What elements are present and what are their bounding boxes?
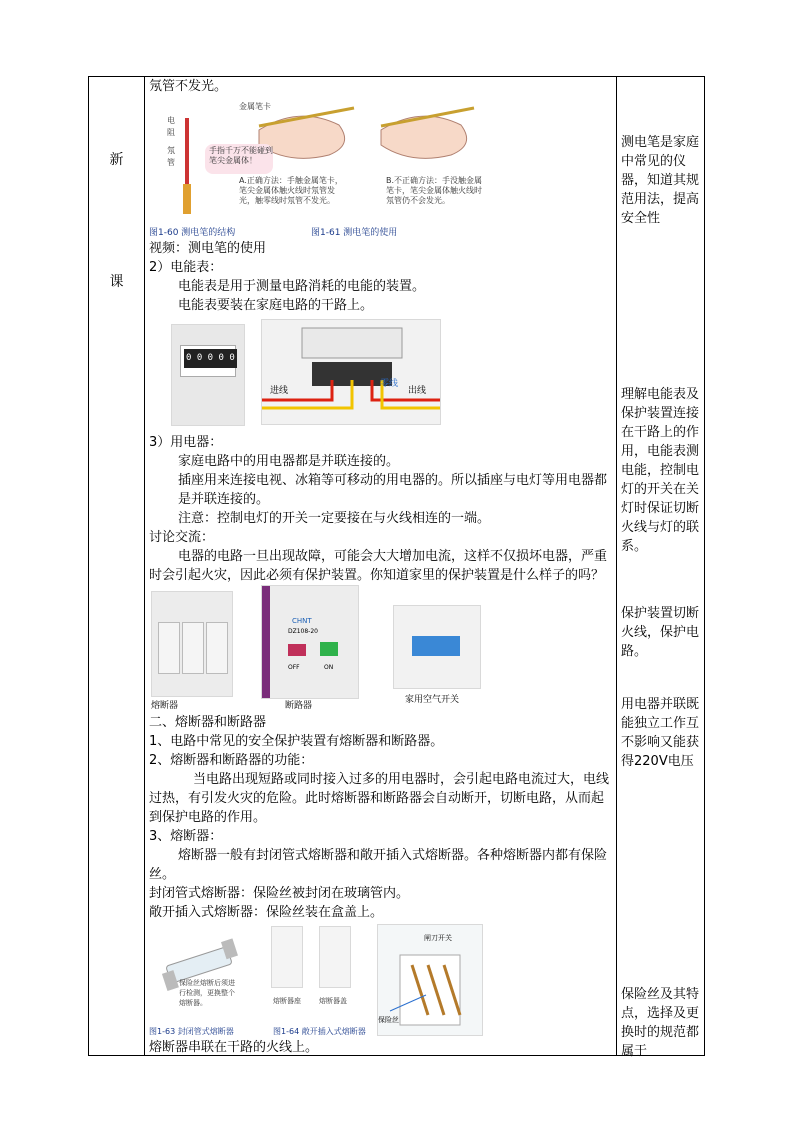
meter-wiring-photo: [261, 319, 441, 425]
column-divider: [144, 77, 145, 1055]
pen-label-resistor2: 阻: [167, 128, 175, 137]
test-pen-illustration: [149, 96, 479, 239]
text-paragraph: 插座用来连接电视、冰箱等可移动的用电器的。所以插座与电灯等用电器都是并联连接的。: [178, 473, 608, 507]
text-paragraph: 熔断器一般有封闭管式熔断器和敞开插入式熔断器。各种熔断器内都有保险丝。: [149, 848, 608, 882]
fuse-lid-photo: [319, 926, 351, 988]
fuse-wire-label: 保险丝: [378, 1016, 399, 1024]
fig-caption-60: 图1-60 测电笔的结构: [149, 228, 236, 238]
note-protection: 保护装置切断火线，保护电路。: [621, 606, 700, 659]
fuse-types-figure: [149, 922, 613, 1038]
text-paragraph: 电器的电路一旦出现故障，可能会大大增加电流，这样不仅损坏电器，严重时会引起火灾，因此必须有保护装置。你知道家里的保护装置是什么样子的吗？: [149, 549, 608, 583]
air-switch-photo: [393, 605, 481, 689]
knife-switch-photo: [377, 924, 483, 1036]
pen-label-neon: 氖: [167, 146, 175, 155]
main-content: [149, 77, 613, 1057]
text-line: 熔断器串联在干路的火线上。: [149, 1040, 319, 1055]
note-parallel: 用电器并联既能独立工作互不影响又能获得220V电压: [621, 697, 700, 769]
text-line: 2、熔断器和断路器的功能：: [149, 753, 314, 768]
text-line: 注意：控制电灯的开关一定要接在与火线相连的一端。: [178, 511, 491, 526]
off-label: OFF: [288, 664, 300, 671]
breaker-photo: [261, 585, 359, 699]
warning-text: 手指千万不能碰到笔尖金属体！: [209, 146, 273, 165]
tube-fuse-note: 保险丝熔断后须进行检测，更换整个熔断器。: [179, 979, 235, 1007]
note-fuse-wire: 保险丝及其特点，选择及更换时的规范都属于: [621, 987, 700, 1059]
heading-discuss: 讨论交流：: [149, 530, 215, 545]
metal-cap-label: 金属笔卡: [239, 102, 271, 111]
meter-digits: 0 0 0 0 0: [184, 349, 237, 368]
text-line: 电能表要装在家庭电路的干路上。: [178, 298, 374, 313]
pen-grip-shape: [183, 184, 191, 214]
fuse-base-label: 熔断器座: [273, 997, 301, 1005]
model-label: DZ108-20: [288, 628, 318, 635]
note-meter: 理解电能表及保护装置连接在干路上的作用，电能表测电能，控制电灯的开关在关灯时保证切断火线与灯的联系。: [621, 387, 700, 554]
incorrect-method-text: B.不正确方法：手没触金属笔卡，笔尖金属体触火线时氖管仍不会发光。: [386, 176, 483, 205]
fuse-photo: [151, 591, 233, 697]
stage-char-new: 新: [109, 152, 124, 168]
text-line: 3、熔断器：: [149, 829, 223, 844]
text-line: 封闭管式熔断器：保险丝被封闭在玻璃管内。: [149, 886, 410, 901]
in-wire-label: 进线: [270, 386, 289, 396]
text-line: 1、电路中常见的安全保护装置有熔断器和断路器。: [149, 734, 444, 749]
fuse-lid-label: 熔断器盖: [319, 997, 347, 1005]
out-wire-label: 出线: [408, 386, 427, 396]
correct-method-text: A.正确方法：手触金属笔卡，笔尖金属体触火线时氖管发光，触零线时氖管不发光。: [239, 176, 343, 205]
text-line: 敞开插入式熔断器：保险丝装在盒盖上。: [149, 905, 384, 920]
heading-meter: 2）电能表：: [149, 260, 223, 275]
pen-label-neon2: 管: [167, 158, 175, 167]
meter-figure: [149, 319, 613, 433]
breaker-label: 断路器: [285, 701, 313, 711]
air-switch-label: 家用空气开关: [405, 695, 460, 705]
text-line: 氖管不发光。: [149, 79, 228, 94]
note-test-pen: 测电笔是家庭中常见的仪器，知道其规范用法，提高安全性: [621, 135, 700, 226]
fuse-label: 熔断器: [151, 701, 179, 711]
protection-devices-figure: [149, 585, 613, 713]
meter-photo: [171, 324, 245, 426]
stage-char-lesson: 课: [109, 274, 124, 290]
fig-caption-61: 图1-61 测电笔的使用: [311, 228, 398, 238]
neutral-wire-label: 零线: [380, 379, 399, 389]
test-pen-figure: [149, 96, 613, 239]
video-link[interactable]: 视频：测电笔的使用: [149, 241, 267, 256]
fuse-base-photo: [271, 926, 303, 988]
brand-label: CHNT: [292, 617, 312, 625]
column-divider: [616, 77, 617, 1055]
pen-label-resistor: 电: [167, 116, 175, 125]
knife-switch-label: 闸刀开关: [424, 934, 452, 942]
text-line: 电能表是用于测量电路消耗的电能的装置。: [178, 279, 426, 294]
fig-caption-64: 图1-64 敞开插入式熔断器: [273, 1027, 366, 1036]
fig-caption-63: 图1-63 封闭管式熔断器: [149, 1027, 234, 1036]
text-paragraph: 当电路出现短路或同时接入过多的用电器时，会引起电路电流过大，电线过热，有引发火灾的危险。此时熔断器和断路器会自动断开，切断电路，从而起到保护电路的作用。: [149, 772, 610, 825]
section-heading: 二、熔断器和断路器: [149, 715, 267, 730]
on-label: ON: [324, 664, 334, 671]
heading-appliance: 3）用电器：: [149, 435, 223, 450]
lesson-table: [88, 76, 705, 1059]
stage-column: [89, 77, 144, 1055]
text-line: 家庭电路中的用电器都是并联连接的。: [178, 454, 400, 469]
